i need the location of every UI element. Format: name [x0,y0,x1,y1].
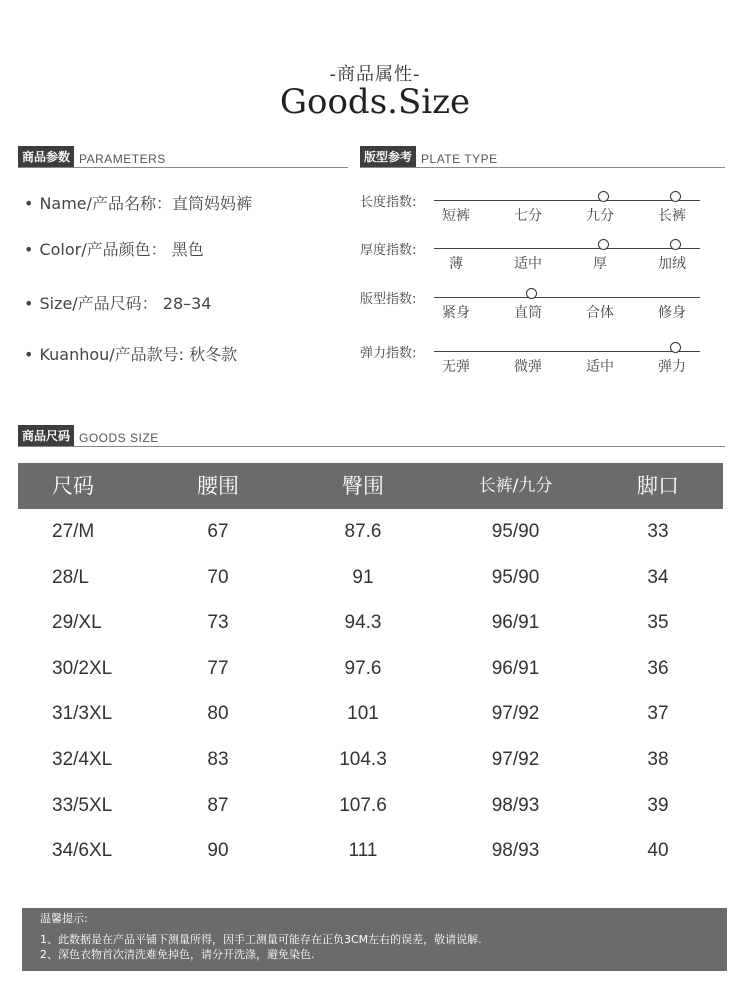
table-cell: 95/90 [491,521,540,542]
page-title: Goods.Size [279,82,471,122]
plate-type-en: PLATE TYPE [421,152,498,166]
param-text: Size/产品尺码： 28–34 [39,294,212,313]
plate-option: 弹力 [658,359,686,375]
table-cell: 39 [647,794,669,816]
size-table-body [18,509,723,874]
goods-size-tag: 商品尺码 [18,425,74,447]
plate-option: 适中 [586,359,614,375]
plate-option: 合体 [586,305,614,321]
table-cell: 29/XL [52,612,102,634]
plate-option: 厚 [593,256,607,272]
table-row [18,691,723,737]
table-cell: 35 [647,612,669,634]
table-cell: 101 [347,703,379,725]
table-cell: 97.6 [344,657,382,679]
table-row [18,600,723,646]
table-cell: 28/L [52,566,89,588]
plate-scale-line [434,248,700,249]
plate-type-tag: 版型参考 [360,146,416,168]
selected-marker-icon [526,288,537,299]
param-text: Color/产品颜色： 黑色 [39,240,204,259]
table-cell: 91 [352,566,374,588]
table-cell: 95/90 [491,566,540,588]
plate-option: 紧身 [442,305,470,321]
table-cell: 96/91 [491,612,540,634]
tips-box [22,908,727,971]
table-cell: 98/93 [491,840,540,862]
param-color: • Color/产品颜色： 黑色 [24,240,204,259]
table-cell: 97/92 [491,748,540,770]
plate-row-label: 长度指数: [360,195,417,210]
table-cell: 34/6XL [52,840,113,862]
plate-scale-line [434,297,700,298]
plate-option: 长裤 [658,208,686,224]
plate-option: 薄 [449,256,463,272]
table-cell: 36 [647,657,669,679]
goods-size-header [18,425,725,447]
parameters-en: PARAMETERS [79,152,166,166]
plate-option: 修身 [658,305,686,321]
table-row [18,737,723,783]
table-cell: 87.6 [344,521,382,542]
table-cell: 33/5XL [52,794,113,816]
table-row [18,555,723,601]
plate-row-label: 弹力指数: [360,346,417,361]
plate-option: 加绒 [658,256,686,272]
table-cell: 32/4XL [52,748,113,770]
table-cell: 30/2XL [52,657,113,679]
param-text: Kuanhou/产品款号: 秋冬款 [39,345,238,364]
plate-option: 无弹 [442,359,470,375]
table-cell: 70 [207,566,229,588]
table-cell: 38 [647,748,669,770]
plate-type-header [360,146,725,168]
selected-marker-icon [598,191,609,202]
divider [18,446,725,447]
divider [360,167,725,168]
table-cell: 34 [647,566,669,588]
size-table-header [18,463,723,509]
column-header: 腰围 [197,474,239,498]
table-cell: 107.6 [339,794,387,816]
selected-marker-icon [670,191,681,202]
divider [18,167,348,168]
page-subtitle: -商品属性- [329,64,421,85]
table-cell: 96/91 [491,657,540,679]
table-cell: 40 [647,840,669,862]
selected-marker-icon [670,342,681,353]
selected-marker-icon [598,239,609,250]
column-header: 脚口 [637,474,679,498]
table-cell: 27/M [52,521,95,542]
table-row [18,783,723,829]
table-cell: 97/92 [491,703,540,725]
plate-option: 微弹 [514,359,542,375]
table-row [18,509,723,555]
table-cell: 77 [207,657,229,679]
plate-option: 七分 [514,208,542,224]
plate-row [360,191,700,231]
parameters-header [18,146,348,168]
param-text: Name/产品名称：直筒妈妈裤 [39,194,253,213]
table-cell: 67 [207,521,229,542]
table-cell: 33 [647,521,669,542]
table-cell: 104.3 [339,748,387,770]
table-cell: 87 [207,794,229,816]
table-cell: 73 [207,612,229,634]
table-cell: 90 [207,840,229,862]
selected-marker-icon [670,239,681,250]
param-size: • Size/产品尺码： 28–34 [24,294,212,313]
plate-row-label: 厚度指数: [360,243,417,258]
parameters-tag: 商品参数 [18,146,74,168]
plate-row [360,288,700,328]
plate-scale-line [434,351,700,352]
column-header: 长裤/九分 [478,476,553,496]
plate-scale-line [434,200,700,201]
table-cell: 37 [647,703,669,725]
plate-option: 短裤 [442,208,470,224]
plate-row [360,239,700,279]
tips-title: 温馨提示: [40,912,88,925]
column-header: 臀围 [342,474,384,498]
table-row [18,828,723,874]
tips-line: 1、此数据是在产品平铺下测量所得，因手工测量可能存在正负3CM左右的误差，敬请说解. [40,933,482,946]
param-style-no: • Kuanhou/产品款号: 秋冬款 [24,345,238,364]
goods-size-en: GOODS SIZE [79,431,159,445]
table-cell: 111 [348,840,378,862]
tips-line: 2、深色衣物首次清洗难免掉色，请分开洗涤，避免染色. [40,948,315,961]
table-cell: 83 [207,748,229,770]
table-cell: 94.3 [344,612,382,634]
plate-row-label: 版型指数: [360,292,417,307]
plate-option: 直筒 [514,305,542,321]
column-header: 尺码 [52,474,94,498]
plate-row [360,342,700,382]
param-name: • Name/产品名称：直筒妈妈裤 [24,194,253,213]
table-cell: 98/93 [491,794,540,816]
table-row [18,646,723,692]
size-table [18,463,723,874]
table-cell: 31/3XL [52,703,113,725]
table-cell: 80 [207,703,229,725]
plate-option: 适中 [514,256,542,272]
plate-option: 九分 [586,208,614,224]
